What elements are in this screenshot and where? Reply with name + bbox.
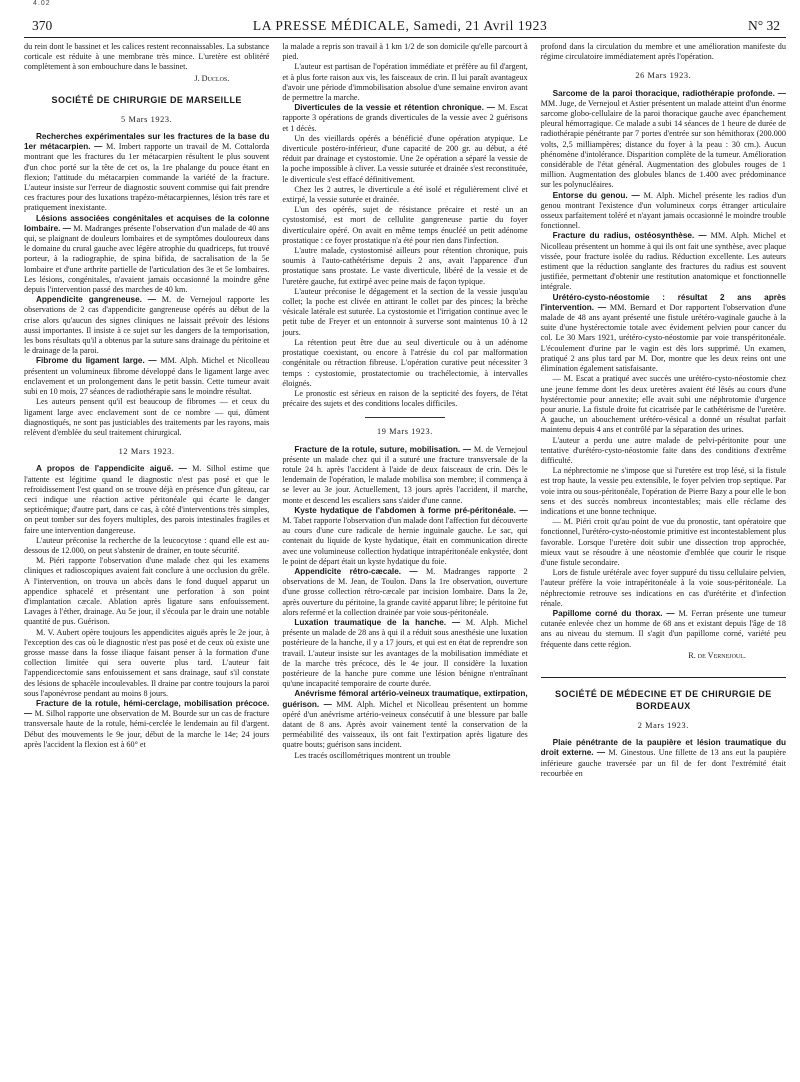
paragraph bbox=[282, 445, 527, 506]
paragraph-text: M. Silhol rapporte une observation de M. Bourde sur un cas de fracture transversale haute de la rotule, hémi-cerclée le lendemain au fil d'argent. Début des mouvements le 9e jour, début de la marche le 14e; 24 jours après l'accident la flexion est à 60° et bbox=[24, 709, 270, 749]
paragraph-text: — M. Escat a pratiqué avec succès une urétéro-cysto-néostomie chez une jeune femme dont les deux uretères avaient été lésés au cours d'une hystérectomie pour annexite; elle avait subi une néphrotomie d'urgence pour anurie. La fistule droite fut cicatrisée par le cathétérisme de l'uretère. A gauche, un abouchement urétéro-vésical a donné un résultat parfait maintenu depuis 4 ans et contrôlé par la séparation des urines. bbox=[540, 374, 786, 435]
paragraph bbox=[282, 134, 527, 185]
paragraph-heading: Fracture de la rotule, hémi-cerclage, mobilisation précoce. — bbox=[24, 698, 270, 719]
columns bbox=[24, 38, 786, 779]
paragraph-text: M. Escat rapporte 3 opérations de grands diverticules de la vessie avec 2 guérisons et 1 décès. bbox=[282, 103, 528, 133]
paragraph-text: M. Imbert rapporte un travail de M. Cottalorda montrant que les fractures du 1er métacarpien résultent le plus souvent d'un choc porté sur la tête de cet os, la 1re phalange du pouce étant en flexion; l'attitude du métacarpien commande la variété de la fracture. L'auteur insiste sur l'erreur de diagnostic souvent commise qui fait prendre ces fractures pour des luxations trapézo-métacarpiennes, lésion très rare et pratiquement inexistante. bbox=[24, 142, 270, 213]
journal-title bbox=[253, 18, 547, 34]
paragraph-text: MM. Bernard et Dor rapportent l'observation d'une malade de 48 ans ayant présenté une fistule urétéro-vaginale gauche à la suite d'une hystérectomie totale avec évidement pelvien pour cancer du col. Le 30 Mars 1921, urétéro-cysto-néostomie par voie transpéritonéale. L'écoulement d'urine par le vagin est dès lors supprimé. Un examen, pratiqué 2 ans plus tard par M. Dor, montre que les deux reins ont une élimination également satisfaisante. bbox=[540, 302, 786, 374]
paragraph-text: M. Piéri rapporte l'observation d'une malade chez qui les examens cliniques et radioscopiques avaient fait conclure à une occlusion du grêle. A l'intervention, on trouva un abcès dans le fond duquel apparut un appendice sphacelé et présentant une perforation à son point d'implantation cæcale. Ablation après ligature sans enfouissement. Lavages à l'éther, drainage. Au 5e jour, il s'écoula par le drain une notable quantité de pus. Guérison. bbox=[24, 556, 270, 627]
paragraph bbox=[541, 42, 786, 62]
paragraph bbox=[282, 185, 527, 205]
column-3 bbox=[541, 42, 786, 779]
paragraph-heading: Kyste hydatique de l'abdomen à forme pré-péritonéale. — bbox=[294, 505, 528, 515]
paragraph-text: M. Silhol estime que l'attente est légitime quand le diagnostic n'est pas posé et que le refroidissement l'est quand on se trouve déjà en présence d'un gâteau, car ceci indique une réaction active péritonéale qui écarte le danger septicémique; d'autre part, dans ce cas, à côté d'interventions très simples, on peut tomber sur des foyers multiples, des parois intestinales fragiles et faire une intervention dangereuse. bbox=[24, 464, 270, 535]
paragraph-heading: Urétéro-cysto-néostomie : résultat 2 ans après l'intervention. — bbox=[540, 292, 786, 312]
paragraph bbox=[541, 436, 786, 467]
paragraph-text: L'autre malade, cystostomisé ailleurs pour rétention chronique, puis soumis à l'auto-cathétérisme depuis 2 ans, avait l'apparence d'un prostatique sans prostate. Le vaste diverticule, libéré de la vessie et de l'uretère gauche, fut extirpé avec peine mais de façon typique. bbox=[282, 246, 528, 286]
paragraph-text: Chez les 2 autres, le diverticule a été isolé et régulièrement clivé et extirpé, la vessie suturée et drainée. bbox=[282, 184, 528, 205]
section-divider bbox=[541, 677, 786, 678]
paragraph-text: M. Madranges présente l'observation d'un malade de 40 ans qui, se plaignant de douleurs lombaires et de symptômes douloureux dans le domaine du crural gauche avec légère atrophie du quadriceps, fut trouvé porteur, à la radiographie, de spina bifida, de sacralisation de la 5e lombaire et d'une arthrite partielle de l'articulation des 3e et 5e lombaires. Les lésions, congénitales, n'avaient jamais occasionné la moindre gêne depuis l'intervention passé des marches de 40 km. bbox=[24, 223, 270, 295]
paragraph bbox=[24, 628, 269, 699]
paragraph-text: Les tracés oscillométriques montrent un trouble bbox=[294, 750, 451, 760]
paragraph bbox=[541, 191, 786, 232]
paragraph-text: La néphrectomie ne s'impose que si l'uretère est trop lésé, si la fistule est trop haute, la vessie peu extensible, le foyer pelvien trop septique. Par voie intra ou sous-péritonéale, l'opération de Pierre Bazy a pour elle le bon sens et des succès nombreux incontestables; mais elle réclame des indications et une bonne technique. bbox=[540, 466, 786, 516]
signature: R. de Vernejoul. bbox=[688, 650, 746, 660]
page-number: 370 bbox=[32, 18, 53, 33]
page-header bbox=[24, 4, 786, 38]
paragraph-text: Lors de fistule urétérale avec foyer suppuré du tissu cellulaire pelvien, l'auteur préfère la voie intrapéritonéale à la voie sous-péritonéale. La néphrectomie retrouve ses indications en cas d'urétérite et d'infection rénale. bbox=[540, 568, 786, 608]
paragraph bbox=[24, 699, 269, 750]
paragraph-text: — M. Piéri croit qu'au point de vue du pronostic, tant opératoire que fonctionnel, l'urétéro-cysto-néostomie primitive est incontestablement plus favorable. Lorsque l'uretère doit subir une dissection trop approchée, mieux vaut se résoudre à une néostomie d'emblée que courir le risque d'une fistule secondaire. bbox=[540, 517, 786, 567]
paragraph-text: M. Ginestous. Une fillette de 13 ans eut la paupière inférieure gauche traversée par un fil de fer dont l'extrémité était recourbée en bbox=[540, 748, 786, 778]
issue-number: N° 32 bbox=[747, 18, 780, 33]
paragraph-heading: Sarcome de la paroi thoracique, radiothérapie profonde. — bbox=[552, 88, 786, 98]
paragraph-heading: Fibrome du ligament large. — bbox=[36, 356, 161, 366]
top-mark: 4.02 bbox=[33, 0, 51, 7]
paragraph-heading: Lésions associées congénitales et acquises de la colonne lombaire. — bbox=[24, 213, 270, 233]
paragraph-text: Un des vieillards opérés a bénéficié d'une opération atypique. Le diverticule postéro-inférieur, d'une capacité de 200 gr. au début, a été réduit par drainage et cystostomie. Une 2e opération a séparé la vessie de la poche impossible à cliver. La vessie suturée et drainée s'est reconstituée, le diverticule s'est effacé définitivement. bbox=[282, 133, 528, 184]
paragraph bbox=[282, 389, 527, 409]
paragraph-text: M. V. Aubert opère toujours les appendicites aiguës après le 2e jour, à l'exception des cas où le diagnostic n'est pas posé et de ceux où existe une grosse masse dans la fosse iliaque faisant penser à la formation d'une collection limitée qui sera ouverte plus tard. L'auteur fait l'appendicectomie sans enfouissement et sans drainage, sauf s'il constate des lésions de sphacèle incoulevables. Il draine par contre toujours la paroi sous l'aponévrose pendant au moins 8 jours. bbox=[24, 627, 270, 698]
paragraph bbox=[541, 293, 786, 375]
paragraph-heading: Fracture du radius, ostéosynthèse. — bbox=[552, 231, 711, 241]
paragraph bbox=[541, 89, 786, 191]
paragraph bbox=[282, 689, 527, 750]
paragraph bbox=[24, 464, 269, 535]
paragraph bbox=[24, 397, 269, 438]
paragraph bbox=[282, 287, 527, 338]
paragraph-heading: Entorse du genou. — bbox=[552, 190, 644, 200]
signature: J. Duclos. bbox=[194, 73, 230, 83]
paragraph bbox=[24, 356, 269, 397]
paragraph-text: M. Alph. Michel présente un malade de 28 ans à qui il a réduit sous anesthésie une luxation postérieure de la hanche, il y a 17 jours, et qui est en état de reprendre son travail. L'auteur insiste sur les avantages de la mobilisation immédiate et de la marche très précoce, dès le 4e jour. Il considère la luxation postérieure de la hanche pure comme une lésion bénigne n'entraînant qu'une incapacité temporaire de courte durée. bbox=[282, 617, 528, 689]
paragraph bbox=[282, 618, 527, 689]
paragraph bbox=[541, 466, 786, 517]
paragraph-text: du rein dont le bassinet et les calices restent reconnaissables. La substance corticale est réduite à une membrane très mince. L'uretère est oblitéré complètement à son embouchure dans le bassinet. bbox=[24, 42, 270, 72]
paragraph bbox=[282, 205, 527, 246]
paragraph-text: L'un des opérés, sujet de résistance précaire et resté un an cystostomisé, est mort de cellulite gangreneuse partie du foyer diverticulaire opéré. On avait en même temps énucléé un petit adénome prostatique : ce foyer prostatique n'a été pour rien dans l'infection. bbox=[282, 205, 528, 245]
session-date: 5 Mars 1923. bbox=[121, 114, 173, 124]
paragraph-heading: Luxation traumatique de la hanche. — bbox=[294, 617, 466, 627]
journal-name: LA PRESSE MÉDICALE, bbox=[252, 18, 410, 33]
paragraph bbox=[541, 609, 786, 650]
session-date: 12 Mars 1923. bbox=[118, 447, 175, 457]
paragraph-heading: Papillome corné du thorax. — bbox=[552, 608, 679, 618]
column-2 bbox=[282, 42, 527, 779]
paragraph-heading: Fracture de la rotule, suture, mobilisation. — bbox=[294, 444, 474, 454]
paragraph-text: M. de Vernejoul rapporte les observations de 2 cas d'appendicite gangreneuse opérés au début de la crise alors qu'aucun des signes cliniques ne laissait prévoir des lésions aussi importantes. Il insiste à ce sujet sur les dangers de la temporisation, les bons résultats qu'il a obtenus par la suture sans drainage du péritoine et le drainage de la paroi. bbox=[24, 295, 270, 356]
paragraph-heading: Plaie pénétrante de la paupière et lésion traumatique du droit externe. — bbox=[540, 738, 786, 758]
paragraph bbox=[24, 536, 269, 556]
paragraph-text: MM. Alph. Michel et Nicolleau présentent un volumineux fibrome développé dans le ligament large avec enclavement et un prolongement dans le petit bassin. Cette tumeur avait subi en 10 mois, 27 séances de radiothérapie sans le moindre résultat. bbox=[24, 356, 270, 397]
session-date: 19 Mars 1923. bbox=[377, 427, 433, 437]
society-heading: SOCIÉTÉ DE MÉDECINE ET DE CHIRURGIE DE BORDEAUX bbox=[554, 688, 772, 711]
paragraph-text: Le pronostic est sérieux en raison de la septicité des foyers, de l'état précaire des sujets et des conditions locales difficiles. bbox=[282, 388, 528, 409]
paragraph bbox=[541, 374, 786, 435]
paragraph-text: la malade a repris son travail à 1 km 1/2 de son domicile qu'elle parcourt à pied. bbox=[282, 42, 528, 62]
paragraph-heading: Recherches expérimentales sur les fractures de la base du 1er métacarpien. — bbox=[24, 132, 270, 152]
session-date: 2 Mars 1923. bbox=[637, 720, 689, 730]
paragraph-text: MM. Alph. Michel et Nicolleau présentent un homme à qui ils ont fait une synthèse, avec plaque vissée, pour fracture isolée du radius. Réduction excellente. Les auteurs estiment que la réduction sanglante des fractures du radius est souvent justifiée, permettant d'obtenir une restitution anatomique et fonctionnelle intégrale. bbox=[540, 231, 786, 292]
paragraph-text: L'auteur préconise le dégagement et la section de la vessie jusqu'au collet; la poche est clivée en attirant le collet par des pinces; la brèche vésicale latérale est suturée. La cystostomie et l'irrigation continue avec le petit tube de Freyer et un entonnoir à surverse sont maintenus 10 à 12 jours. bbox=[282, 286, 528, 337]
paragraph-heading: A propos de l'appendicite aiguë. — bbox=[36, 464, 193, 474]
paragraph-heading: Anévrisme fémoral artério-veineux traumatique, extirpation, guérison. — bbox=[282, 689, 528, 709]
paragraph bbox=[282, 246, 527, 287]
paragraph-text: M. de Vernejoul présente un malade chez qui il a suturé une fracture transversale de la rotule 24 h. après l'accident à l'aide de deux faisceaux de crin. Dès le lendemain de l'opération, le malade mobilisa son membre; il commença à se lever au 3e jour. Actuellement, 13 jours après l'accident, il marche, monte et descend les escaliers sans s'aider d'une canne. bbox=[282, 444, 528, 505]
paragraph-text: M. Madranges rapporte 2 observations de M. Jean, de Toulon. Dans la 1re observation, ouverture d'une grosse collection rétro-cæcale par incision lombaire. Dans la 2e, après ouverture du péritoine, la grande cavité apparut libre; le péritoine fut alors refermé et la collection drainée par voie sous-péritonéale. bbox=[282, 566, 528, 617]
paragraph bbox=[282, 567, 527, 618]
paragraph-text: M. Tabet rapporte l'observation d'un malade dont l'affection fut découverte au cours d'une cure radicale de hernie inguinale gauche. Le sac, qui contenait du liquide de kyste hydatique, était en communication directe avec une volumineuse collection hydatique intrapéritonéale enkystée, dont le point de départ était un kyste hydatique du foie. bbox=[282, 515, 528, 566]
paragraph-text: L'auteur préconise la recherche de la leucocytose : quand elle est au-dessous de 12.000, on peut s'abstenir de drainer, en toute sécurité. bbox=[24, 535, 270, 555]
paragraph-text: MM. Alph. Michel et Nicolleau présentent un homme opéré d'un anévrisme artério-veineux consécutif à une blessure par balle datant de 8 ans. Après avoir vainement tenté la conservation de la perméabilité des vaisseaux, ils ont fait l'extirpation après ligature des quatre bouts; guérison sans incident. bbox=[282, 699, 528, 750]
paragraph bbox=[24, 556, 269, 627]
paragraph-text: profond dans la circulation du membre et une amélioration manifeste du régime circulatoire immédiatement après l'opération. bbox=[540, 42, 786, 62]
paragraph bbox=[24, 295, 269, 356]
paragraph-heading: Diverticules de la vessie et rétention chronique. — bbox=[294, 103, 498, 113]
paragraph-text: M. Alph. Michel présente les radios d'un genou montrant l'existence d'un volumineux corps étranger articulaire osseux parfaitement toléré et n'ayant jamais occasionné le moindre trouble fonctionnel. bbox=[540, 190, 786, 231]
society-heading: SOCIÉTÉ DE CHIRURGIE DE MARSEILLE bbox=[51, 94, 242, 105]
session-date: 26 Mars 1923. bbox=[635, 71, 692, 81]
short-divider bbox=[365, 417, 445, 418]
paragraph bbox=[282, 42, 527, 62]
paragraph bbox=[282, 62, 527, 103]
paragraph bbox=[24, 214, 269, 296]
paragraph bbox=[24, 42, 269, 73]
paragraph-text: La rétention peut être due au seul diverticule ou à un adénome prostatique coexistant, ou encore à l'atrésie du col par malformation congénitale ou rétraction fibreuse. L'opération curative peut nécessiter 3 temps : cystostomie, prostatectomie ou trachélectomie, à intervalles éloignés. bbox=[282, 337, 528, 388]
paragraph bbox=[282, 751, 527, 761]
paragraph-text: Les auteurs pensent qu'il est beaucoup de fibromes — et ceux du ligament large avec enclavement sont de ce nombre — qui, dûment diagnostiqués, ne sont pas justiciables des traitements par les rayons, mais relèvent d'emblée du seul traitement chirurgical. bbox=[24, 397, 270, 437]
paragraph bbox=[541, 738, 786, 779]
paragraph bbox=[24, 132, 269, 214]
paragraph-text: M. Ferran présente une tumeur cutanée enlevée chez un homme de 68 ans et existant depuis l'âge de 18 ans au niveau du sternum. Il s'agit d'un papillome corné, variété peu fréquente dans cette région. bbox=[540, 608, 786, 649]
paragraph bbox=[541, 517, 786, 568]
paragraph bbox=[282, 506, 527, 567]
column-1 bbox=[24, 42, 269, 779]
paragraph bbox=[282, 338, 527, 389]
paragraph-heading: Appendicite rétro-cæcale. — bbox=[294, 566, 427, 576]
paragraph-text: L'auteur est partisan de l'opération immédiate et préfère au fil d'argent, et à plus forte raison aux vis, les faisceaux de crin. Il lui paraît avantageux d'avoir une période d'immobilisation absolue d'une semaine environ avant de permettre la marche. bbox=[282, 62, 528, 103]
paragraph-text: MM. Juge, de Vernejoul et Astier présentent un malade atteint d'un énorme sarcome globo-cellulaire de la paroi thoracique gauche avec épanchement pleural hémorragique. Ce malade a subi 14 séances de 1 heure de durée de radiothérapie pénétrante par 7 portes d'entrée sur son hémithorax (200.000 volts, 2,5 milliampères; distance du foyer à la peau : 30 cm.). Aucun phénomène d'intolérance. Disparition complète de la tumeur. Amélioration considérable de l'état général. Augmentation des globules rouges de 1 million. Augmentation des globules blancs de 1.400 avec prédominance sur les polynucléaires. bbox=[540, 98, 786, 190]
paragraph bbox=[541, 568, 786, 609]
paragraph-text: L'auteur a perdu une autre malade de pelvi-péritonite pour une tentative d'urétéro-cysto-néostomie faite dans des conditions d'extrême difficulté. bbox=[540, 435, 786, 465]
paragraph-heading: Appendicite gangreneuse. — bbox=[36, 295, 162, 305]
paragraph bbox=[541, 231, 786, 292]
paragraph bbox=[282, 103, 527, 134]
issue-date: Samedi, 21 Avril 1923 bbox=[413, 18, 548, 33]
